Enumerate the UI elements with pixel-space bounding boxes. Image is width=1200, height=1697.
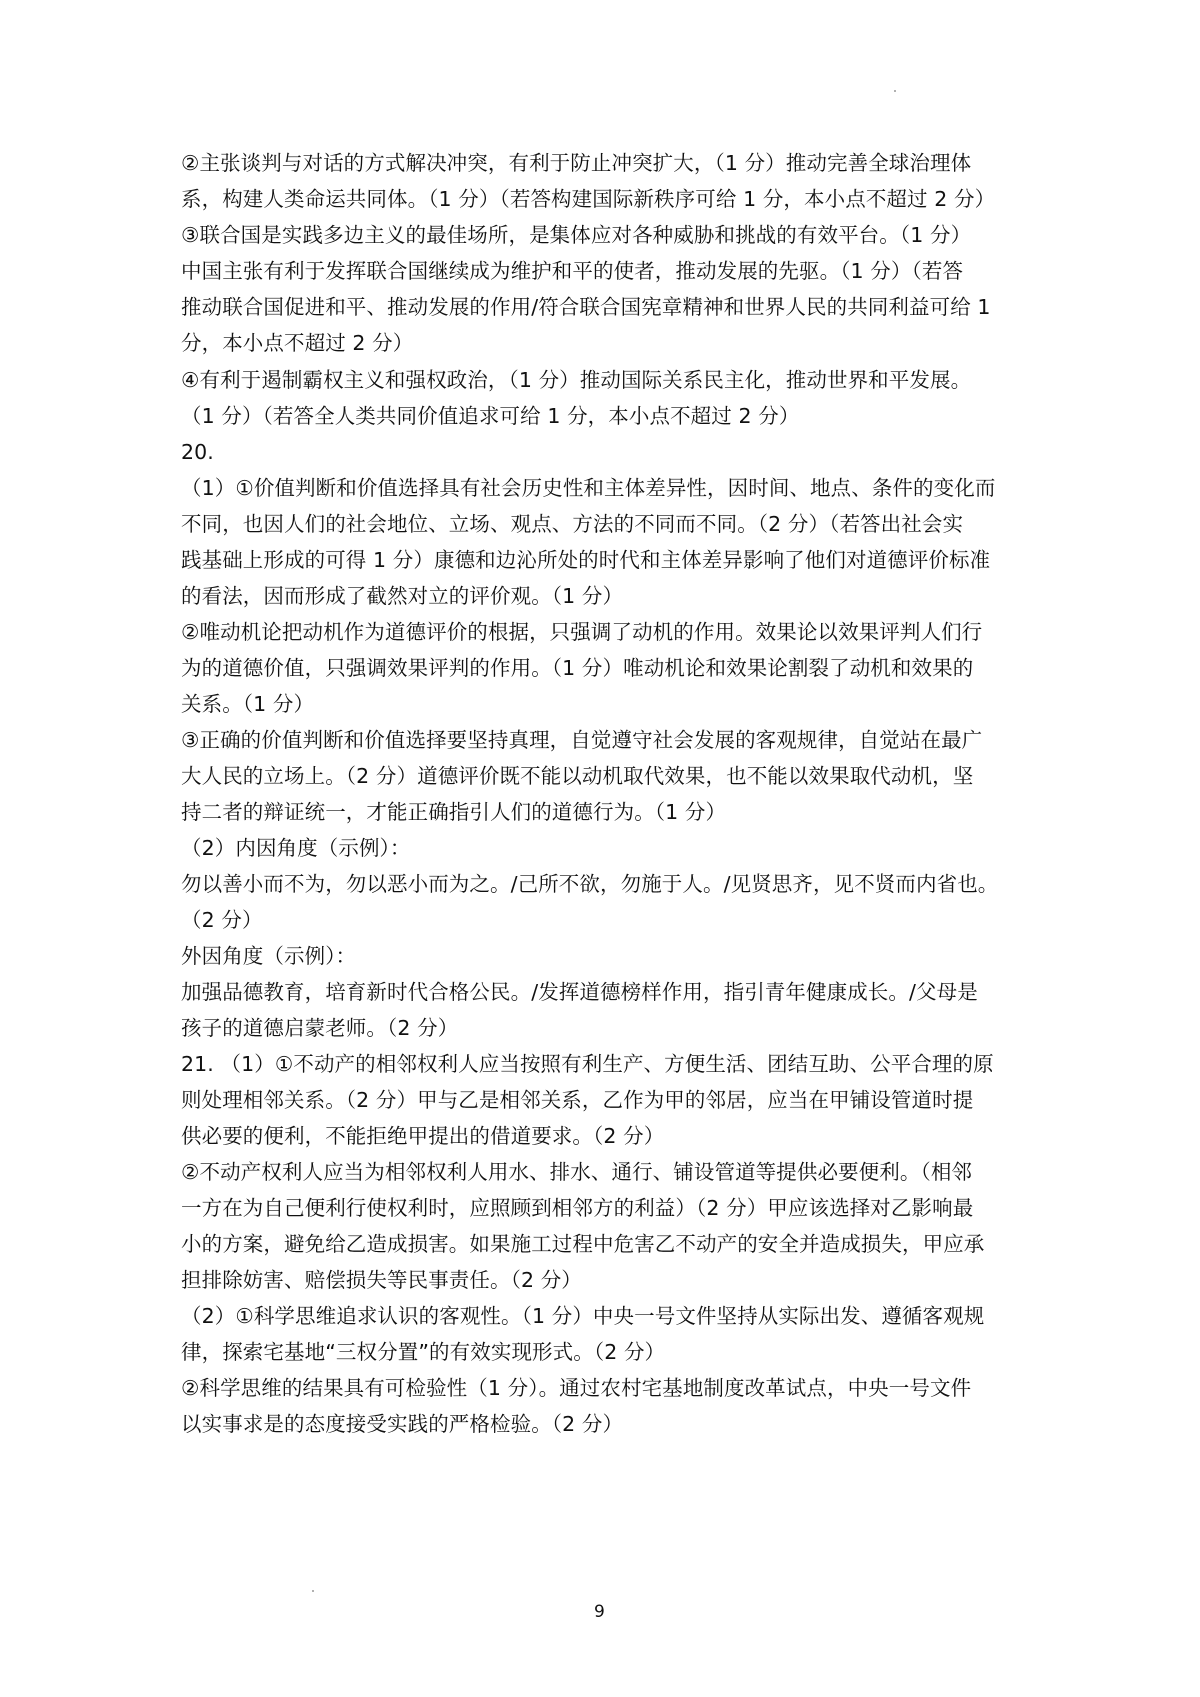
text-line: 外因角度（示例）： — [181, 944, 357, 968]
text-line: 一方在为自己便利行使权利时，应照顾到相邻方的利益）（2 分）甲应该选择对乙影响最 — [181, 1196, 974, 1220]
text-line: 中国主张有利于发挥联合国继续成为维护和平的使者，推动发展的先驱。（1 分）（若答 — [181, 259, 964, 283]
text-line: （1 分）（若答全人类共同价值追求可给 1 分，本小点不超过 2 分） — [181, 404, 800, 428]
text-line: 加强品德教育，培育新时代合格公民。/发挥道德榜样作用，指引青年健康成长。/父母是 — [181, 980, 978, 1004]
text-line: 21. （1）①不动产的相邻权利人应当按照有利生产、方便生活、团结互助、公平合理的原 — [181, 1052, 994, 1076]
text-line: ②科学思维的结果具有可检验性（1 分）。通过农村宅基地制度改革试点，中央一号文件 — [181, 1376, 972, 1400]
text-line: 供必要的便利，不能拒绝甲提出的借道要求。（2 分） — [181, 1124, 665, 1148]
text-line: ③联合国是实践多边主义的最佳场所，是集体应对各种威胁和挑战的有效平台。（1 分） — [181, 223, 972, 247]
text-line: 不同，也因人们的社会地位、立场、观点、方法的不同而不同。（2 分）（若答出社会实 — [181, 512, 964, 536]
text-line: 小的方案，避免给乙造成损害。如果施工过程中危害乙不动产的安全并造成损失，甲应承 — [181, 1232, 985, 1256]
text-line: ③正确的价值判断和价值选择要坚持真理，自觉遵守社会发展的客观规律，自觉站在最广 — [181, 728, 983, 752]
text-line: 担排除妨害、赔偿损失等民事责任。（2 分） — [181, 1268, 582, 1292]
text-line: 践基础上形成的可得 1 分）康德和边沁所处的时代和主体差异影响了他们对道德评价标准 — [181, 548, 991, 572]
text-line: （2 分） — [181, 908, 263, 932]
text-line: 系，构建人类命运共同体。（1 分）（若答构建国际新秩序可给 1 分，本小点不超过 2 分） — [181, 187, 996, 211]
text-line: 孩子的道德启蒙老师。（2 分） — [181, 1016, 459, 1040]
text-line: ②唯动机论把动机作为道德评价的根据，只强调了动机的作用。效果论以效果评判人们行 — [181, 620, 983, 644]
page-number: 9 — [594, 1602, 605, 1622]
text-line: 以实事求是的态度接受实践的严格检验。（2 分） — [181, 1412, 624, 1436]
scan-speck — [894, 90, 896, 92]
text-line: 勿以善小而不为，勿以恶小而为之。/己所不欲，勿施于人。/见贤思齐，见不贤而内省也。 — [181, 872, 999, 896]
text-line: 分，本小点不超过 2 分） — [181, 331, 414, 355]
text-line: （2）①科学思维追求认识的客观性。（1 分）中央一号文件坚持从实际出发、遵循客观规 — [181, 1304, 985, 1328]
text-line: （1）①价值判断和价值选择具有社会历史性和主体差异性，因时间、地点、条件的变化而 — [181, 476, 996, 500]
text-line: 的看法，因而形成了截然对立的评价观。（1 分） — [181, 584, 624, 608]
text-line: ②不动产权利人应当为相邻权利人用水、排水、通行、铺设管道等提供必要便利。（相邻 — [181, 1160, 973, 1184]
text-line: 大人民的立场上。（2 分）道德评价既不能以动机取代效果，也不能以效果取代动机，坚 — [181, 764, 974, 788]
text-line: ②主张谈判与对话的方式解决冲突，有利于防止冲突扩大，（1 分）推动完善全球治理体 — [181, 151, 972, 175]
text-line: 关系。（1 分） — [181, 692, 315, 716]
text-line: 则处理相邻关系。（2 分）甲与乙是相邻关系，乙作为甲的邻居，应当在甲铺设管道时提 — [181, 1088, 974, 1112]
text-line: 为的道德价值，只强调效果评判的作用。（1 分）唯动机论和效果论割裂了动机和效果的 — [181, 656, 974, 680]
scan-speck — [312, 1590, 314, 1592]
text-line: 律，探索宅基地“三权分置”的有效实现形式。（2 分） — [181, 1340, 666, 1364]
text-line: （2）内因角度（示例）： — [181, 836, 411, 860]
text-line: ④有利于遏制霸权主义和强权政治，（1 分）推动国际关系民主化，推动世界和平发展。 — [181, 368, 972, 392]
text-line: 推动联合国促进和平、推动发展的作用/符合联合国宪章精神和世界人民的共同利益可给 1 — [181, 295, 991, 319]
question-number: 20. — [181, 440, 214, 464]
text-line: 持二者的辩证统一，才能正确指引人们的道德行为。（1 分） — [181, 800, 727, 824]
